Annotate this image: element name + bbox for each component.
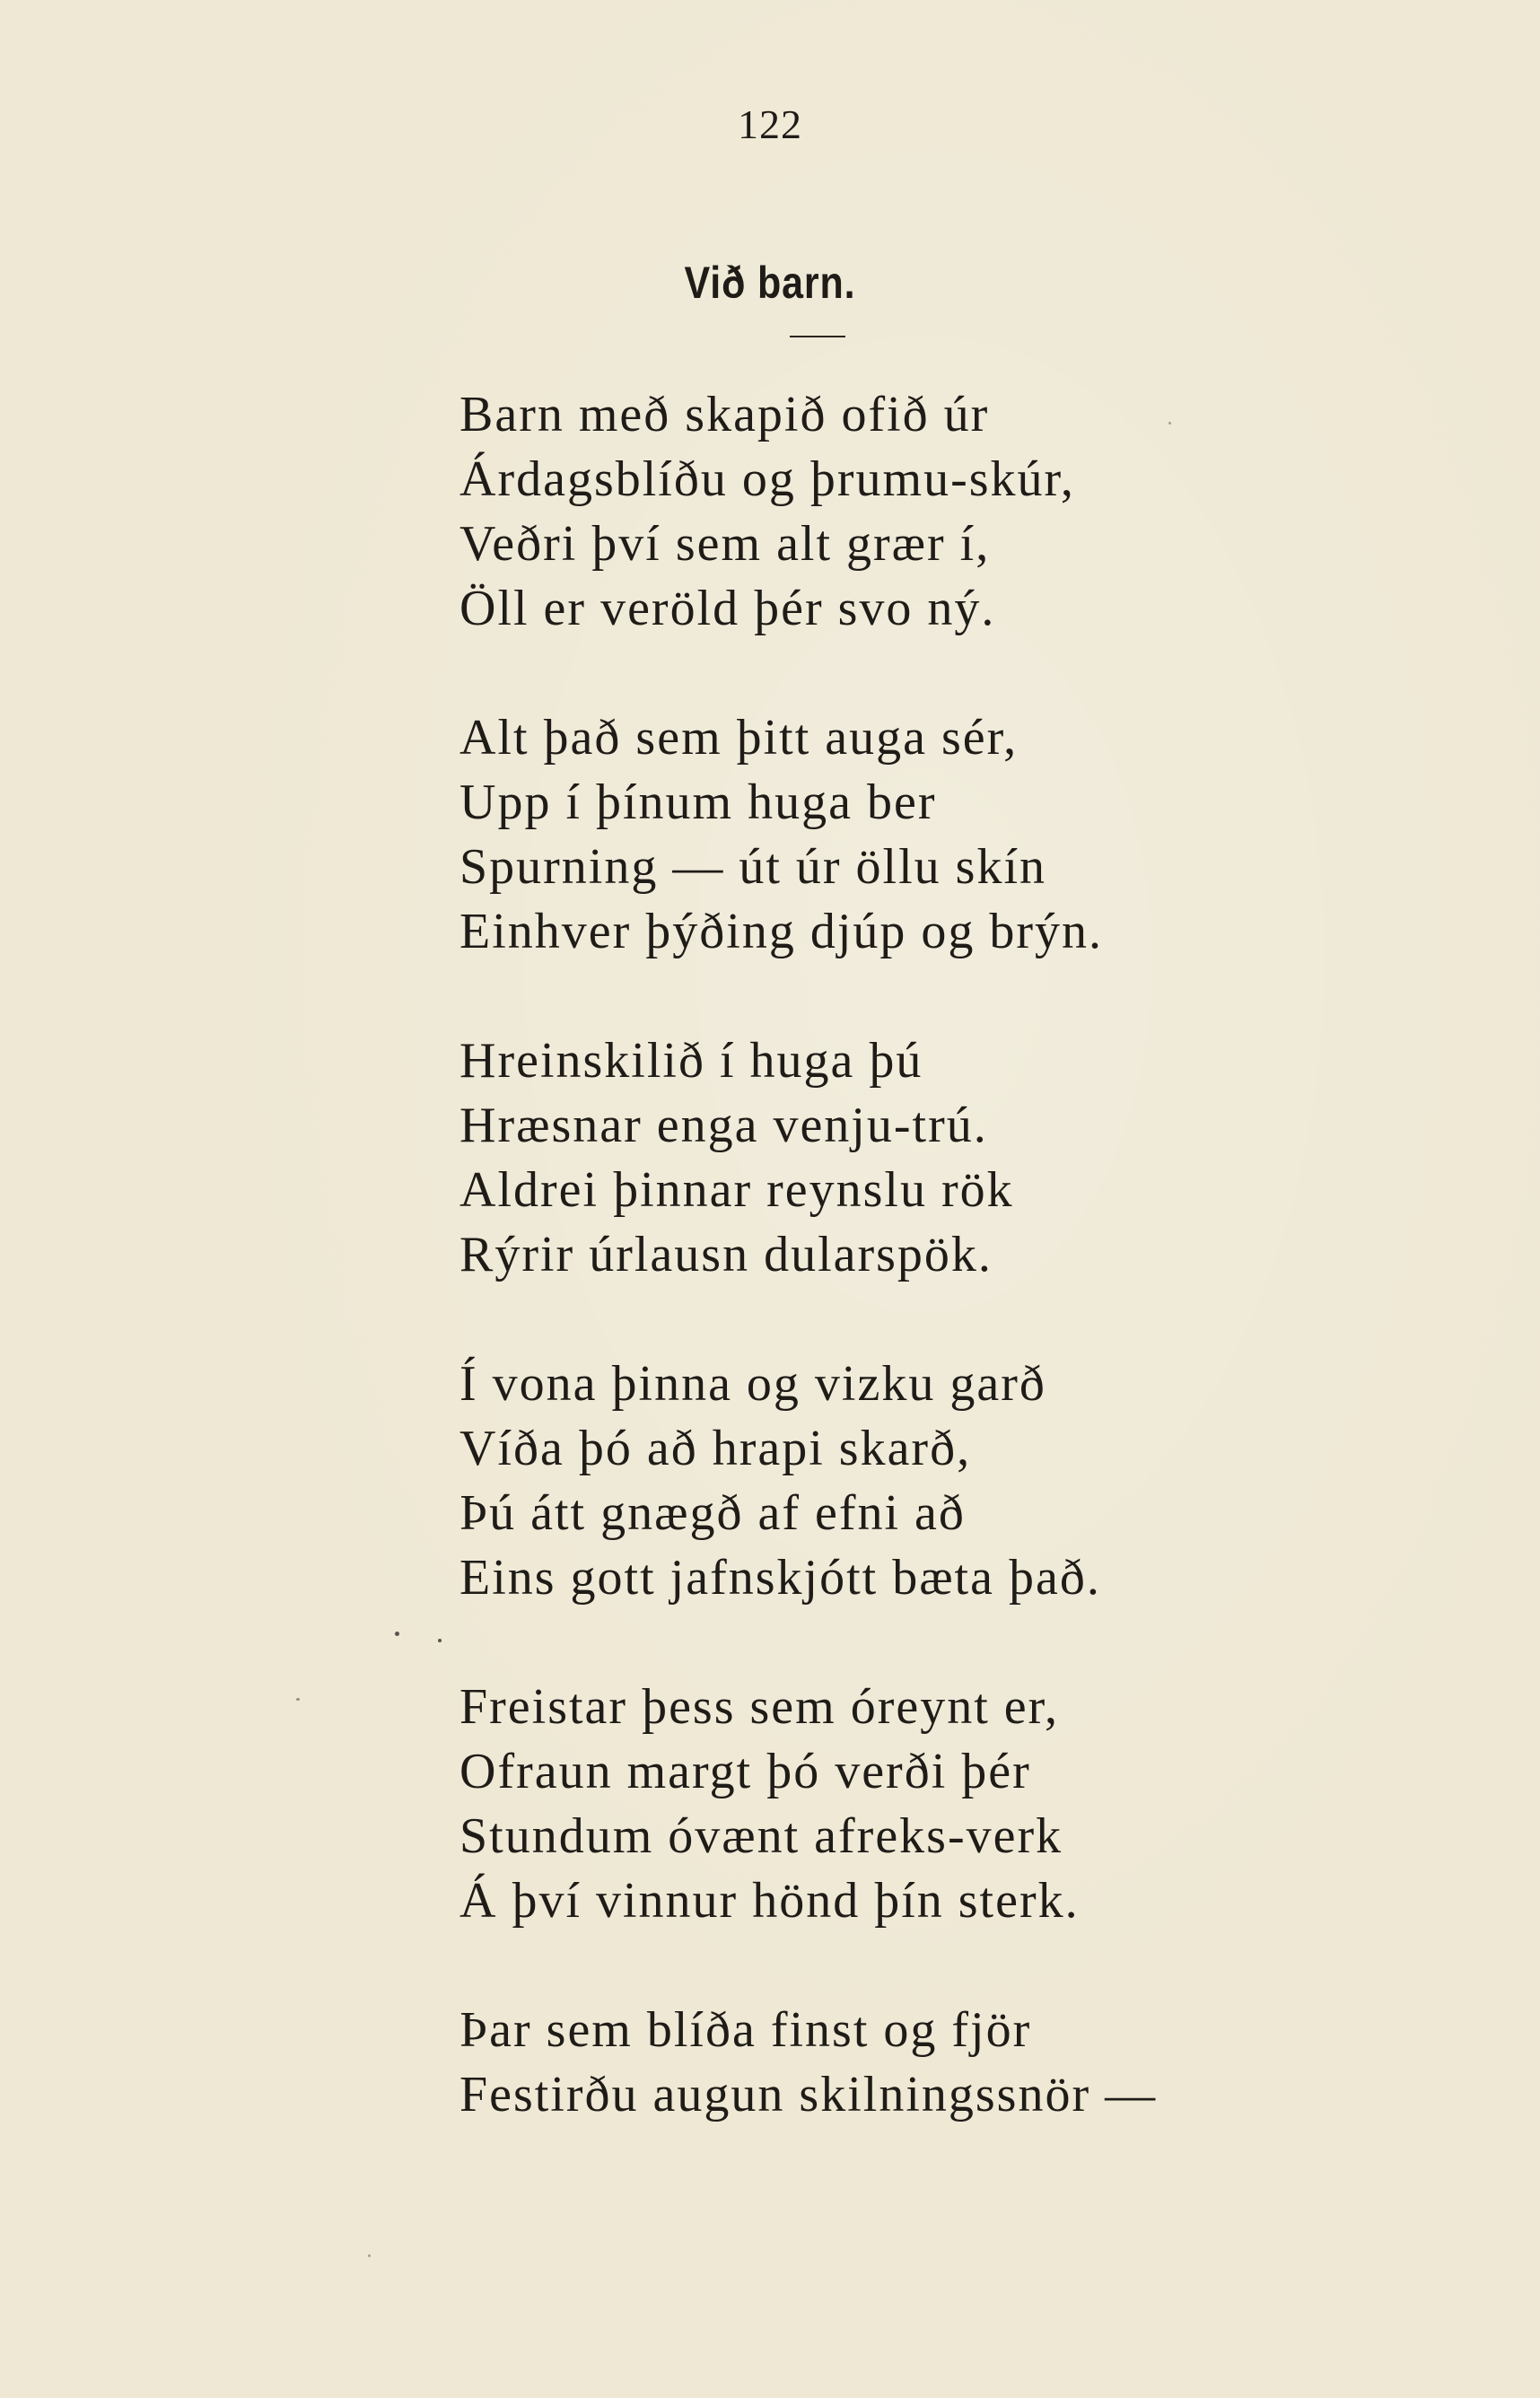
poem-line: Öll er veröld þér svo ný. — [459, 581, 996, 636]
poem-line: Festirðu augun skilningssnör — — [459, 2067, 1158, 2122]
poem-line: Árdagsblíðu og þrumu-skúr, — [459, 451, 1075, 507]
poem-line: Þar sem blíða finst og fjör — [459, 2002, 1032, 2058]
poem-line: Á því vinnur hönd þín sterk. — [459, 1873, 1080, 1929]
poem-line: Stundum óvænt afreks-verk — [459, 1808, 1063, 1864]
poem-line: Í vona þinna og vizku garð — [459, 1356, 1046, 1412]
poem-line: Rýrir úrlausn dularspök. — [459, 1227, 993, 1282]
poem-line: Hræsnar enga venju-trú. — [459, 1098, 988, 1153]
stanza-6 — [459, 1998, 1492, 2127]
title-divider — [790, 336, 845, 337]
scan-speck — [296, 1698, 300, 1701]
scan-speck — [438, 1639, 442, 1642]
poem-line: Upp í þínum huga ber — [459, 775, 937, 830]
poem-line: Víða þó að hrapi skarð, — [459, 1421, 972, 1476]
poem-line: Spurning — út úr öllu skín — [459, 839, 1047, 895]
poem-line: Hreinskilið í huga þú — [459, 1033, 923, 1089]
stanza-4 — [459, 1352, 1492, 1610]
poem-line: Alt það sem þitt auga sér, — [459, 710, 1019, 766]
poem-line: Freistar þess sem óreynt er, — [459, 1679, 1060, 1735]
poem-line: Barn með skapið ofið úr — [459, 387, 990, 442]
poem-line: Eins gott jafnskjótt bæta það. — [459, 1550, 1101, 1606]
poem-line: Veðri því sem alt grær í, — [459, 516, 991, 572]
poem-line: Aldrei þinnar reynslu rök — [459, 1162, 1014, 1218]
poem-line: Þú átt gnægð af efni að — [459, 1485, 966, 1541]
poem-title: Við barn. — [684, 258, 856, 308]
stanza-1 — [459, 382, 1492, 641]
poem-body — [459, 382, 1492, 2192]
poem-line: Einhver þýðing djúp og brýn. — [459, 904, 1104, 959]
scan-speck — [395, 1632, 399, 1636]
stanza-5 — [459, 1675, 1492, 1933]
scan-speck — [1168, 422, 1171, 424]
poem-line: Ofraun margt þó verði þér — [459, 1744, 1031, 1799]
scan-speck — [368, 2254, 371, 2257]
stanza-2 — [459, 705, 1492, 964]
page-number: 122 — [738, 101, 802, 147]
stanza-3 — [459, 1028, 1492, 1287]
